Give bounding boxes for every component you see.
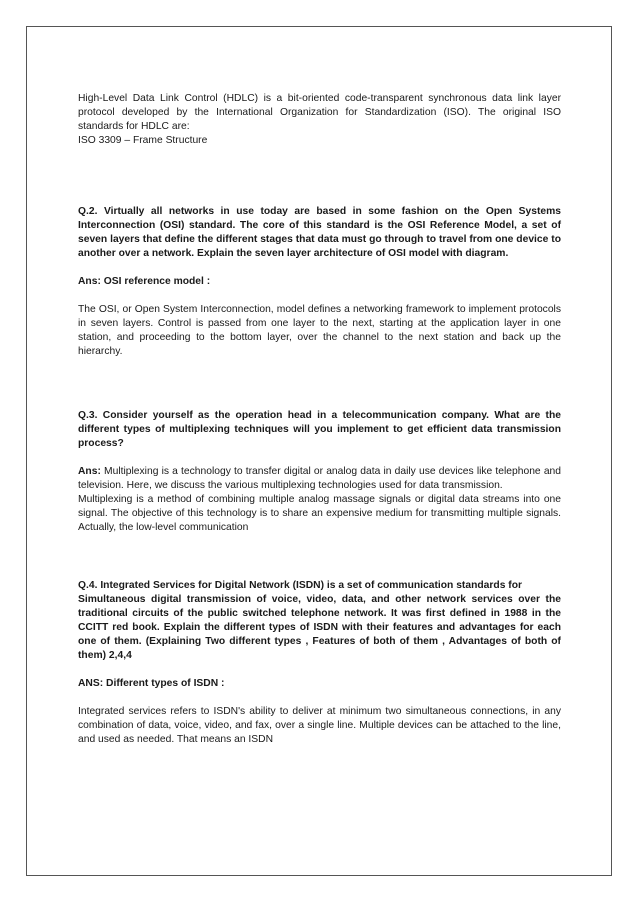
q2-answer-heading: Ans: OSI reference model : xyxy=(78,276,211,287)
q3-answer-p1 xyxy=(78,465,561,493)
q2-question: Q.2. Virtually all networks in use today are based in some fashion on the Open Systems Interconnection (OSI) standard. The core of this standard is the OSI Reference Model, a set of seven layers that define the different stages that data must go through to travel from one device to another over a network. Explain the seven layer architecture of OSI model with diagram. xyxy=(78,206,561,259)
q4-question xyxy=(78,579,561,663)
document-body xyxy=(78,92,561,747)
q3-answer-p2: Multiplexing is a method of combining multiple analog massage signals or digital data streams into one signal. The objective of this technology is to share an expensive medium for transmitting multiple signals. Actually, the low-level communication xyxy=(78,494,561,533)
q4-answer: Integrated services refers to ISDN's ability to deliver at minimum two simultaneous connections, in any combination of data, voice, video, and fax, over a single line. Multiple devices can be attached to the line, and used as needed. That means an ISDN xyxy=(78,706,561,745)
q4-question-rest: Simultaneous digital transmission of voice, video, data, and other network services over the traditional circuits of the public switched telephone network. It was first defined in 1988 in the CCITT red book. Explain the different types of ISDN with their features and advantages for each one of them. (Explaining Two different types , Features of both of them , Advantages of both of them) 2,4,4 xyxy=(78,594,561,661)
q4-question-line1: Q.4. Integrated Services for Digital Network (ISDN) is a set of communication standards for xyxy=(78,580,523,591)
intro-text: High-Level Data Link Control (HDLC) is a bit-oriented code-transparent synchronous data link layer protocol developed by the International Organization for Standardization (ISO). The original ISO standards for HDLC are: xyxy=(78,93,561,132)
q2-answer: The OSI, or Open System Interconnection, model defines a networking framework to implement protocols in seven layers. Control is passed from one layer to the next, starting at the application layer in one station, and proceeding to the bottom layer, over the channel to the next station and back up the hierarchy. xyxy=(78,304,561,357)
intro-paragraph xyxy=(78,92,561,148)
q3-question: Q.3. Consider yourself as the operation head in a telecommunication company. What are the different types of multiplexing techniques will you implement to get efficient data transmission process? xyxy=(78,410,561,449)
intro-standard-line: ISO 3309 – Frame Structure xyxy=(78,135,208,146)
q3-answer-text: Multiplexing is a technology to transfer digital or analog data in daily use devices like telephone and television. Here, we discuss the various multiplexing technologies used for data transmission. xyxy=(78,466,561,491)
q3-answer-label: Ans: xyxy=(78,466,101,477)
q4-answer-heading: ANS: Different types of ISDN : xyxy=(78,678,225,689)
